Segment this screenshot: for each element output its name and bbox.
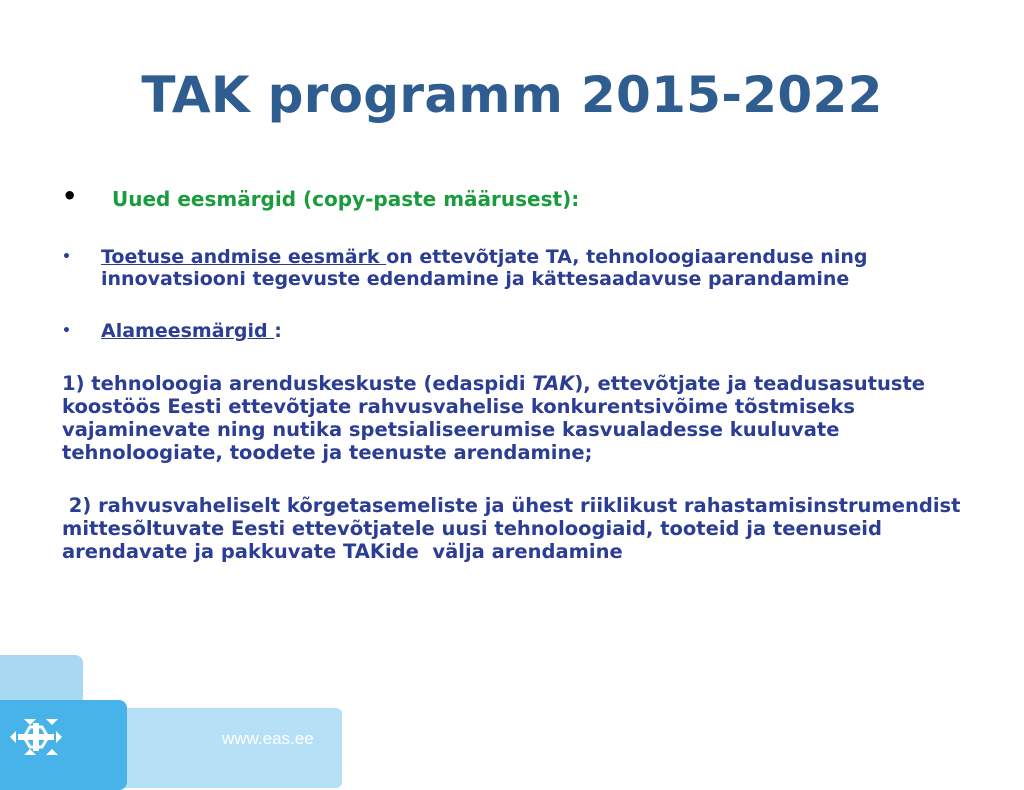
slide-content bbox=[62, 180, 968, 563]
main-bullet-text: Uued eesmärgid (copy-paste määrusest): bbox=[112, 187, 580, 211]
main-bullet bbox=[62, 180, 962, 214]
bullet-dot-icon: • bbox=[62, 323, 71, 339]
footer-url[interactable]: www.eas.ee bbox=[222, 729, 314, 748]
bullet-dot-icon: • bbox=[62, 182, 78, 210]
subgoal-1-after: ), ettevõtjate ja teadusasutuste koostöös Eesti ettevõtjate rahvusvahelise konkurentsivõime tõstmiseks vajaminevate ning nutika spetsialiseerumise kasvualadesse kuuluvate tehnoloogiate, toodete ja teenuste arendamine; bbox=[62, 372, 925, 464]
subgoal-1 bbox=[62, 372, 962, 464]
bullet-subgoals bbox=[62, 320, 962, 342]
subgoals-heading: Alameesmärgid bbox=[101, 320, 275, 342]
eas-snowflake-logo-icon bbox=[6, 713, 68, 761]
goal-heading: Toetuse andmise eesmärk bbox=[101, 246, 387, 268]
subgoal-2: 2) rahvusvaheliselt kõrgetasemeliste ja ühest riiklikust rahastamisinstrumendist mittesõltuvate Eesti ettevõtjatele uusi tehnoloogiaid, tooteid ja teenuseid arendavate ja pakkuvate TAKide välja arendamine bbox=[62, 494, 968, 563]
subgoal-1-italic: TAK bbox=[532, 372, 575, 395]
slide-title: TAK programm 2015-2022 bbox=[141, 66, 883, 124]
subgoal-1-before: 1) tehnoloogia arenduskeskuste (edaspidi bbox=[62, 372, 533, 395]
bullet-dot-icon: • bbox=[62, 249, 71, 265]
subgoals-colon: : bbox=[274, 320, 282, 342]
bullet-goal bbox=[62, 246, 962, 290]
goal-text: on ettevõtjate TA, tehnoloogiaarenduse ning innovatsiooni tegevuste edendamine ja kättesaadavuse parandamine bbox=[101, 246, 868, 290]
